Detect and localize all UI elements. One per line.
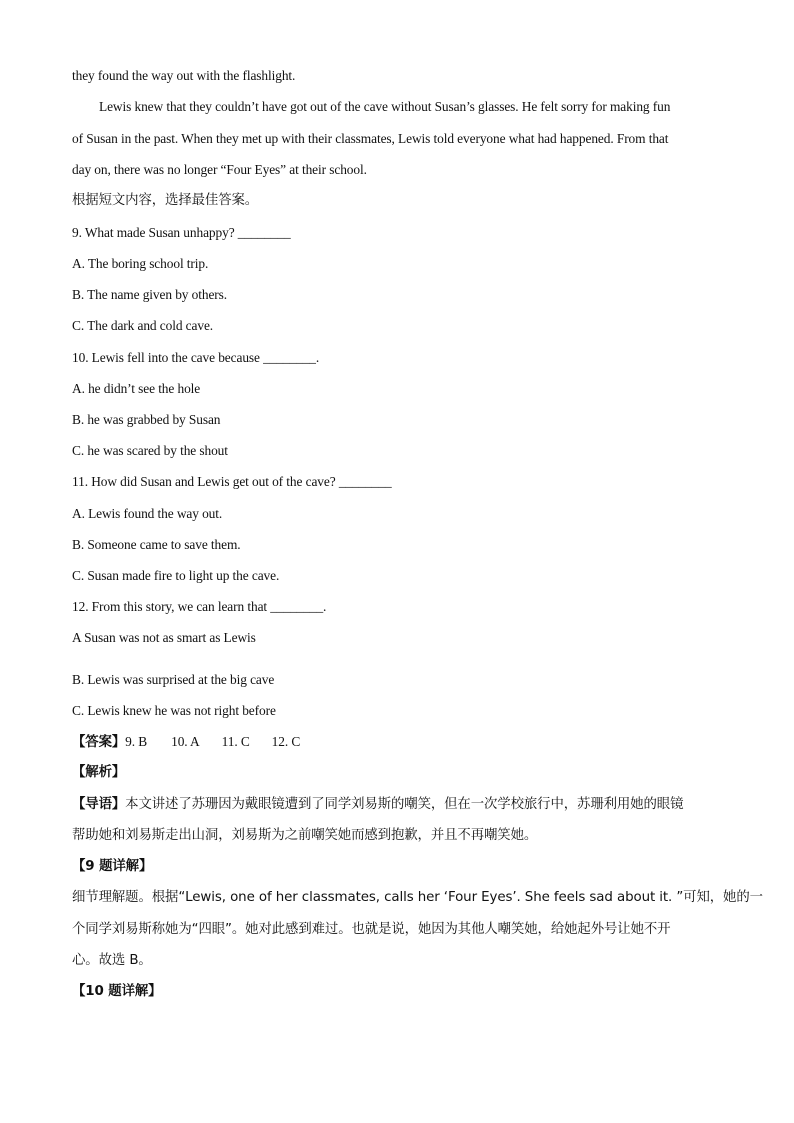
- detail-9-line: 细节理解题。根据“Lewis, one of her classmates, calls her ‘Four Eyes’. She feels sad about it. ”可知，她的一: [72, 890, 763, 905]
- question-option: B. Lewis was surprised at the big cave: [72, 672, 275, 687]
- guide-line: [72, 796, 722, 814]
- question-stem: 10. Lewis fell into the cave because ________.: [72, 350, 320, 365]
- answer-item: 9. B: [125, 734, 148, 749]
- guide-label: 【导语】: [72, 797, 126, 812]
- answer-item: 10. A: [171, 734, 200, 749]
- answer-label: 【答案】: [72, 735, 126, 750]
- passage-line: of Susan in the past. When they met up with their classmates, Lewis told everyone what had happened. From that: [72, 131, 669, 146]
- detail-9-line: 心。故选 B。: [72, 953, 152, 968]
- guide-line: 帮助她和刘易斯走出山洞，刘易斯为之前嘲笑她而感到抱歉，并且不再嘲笑她。: [72, 828, 538, 843]
- question-option: C. Lewis knew he was not right before: [72, 703, 276, 718]
- passage-line: day on, there was no longer “Four Eyes” at their school.: [72, 162, 367, 177]
- question-stem: 9. What made Susan unhappy? ________: [72, 225, 291, 240]
- instruction: 根据短文内容，选择最佳答案。: [72, 193, 259, 208]
- question-option: A. he didn’t see the hole: [72, 381, 201, 396]
- question-option: C. he was scared by the shout: [72, 443, 228, 458]
- answer-item: 11. C: [221, 734, 250, 749]
- question-option: A. Lewis found the way out.: [72, 506, 223, 521]
- question-option: C. The dark and cold cave.: [72, 318, 214, 333]
- question-option: B. he was grabbed by Susan: [72, 412, 221, 427]
- question-stem: 11. How did Susan and Lewis get out of the cave? ________: [72, 474, 392, 489]
- passage-line: they found the way out with the flashlight.: [72, 68, 296, 83]
- answer-item: 12. C: [271, 734, 301, 749]
- detail-9-label: 【9 题详解】: [72, 859, 153, 874]
- question-option: B. The name given by others.: [72, 287, 228, 302]
- question-option: A. The boring school trip.: [72, 256, 209, 271]
- question-option: A Susan was not as smart as Lewis: [72, 630, 256, 645]
- question-option: B. Someone came to save them.: [72, 537, 241, 552]
- passage-line: Lewis knew that they couldn’t have got out of the cave without Susan’s glasses. He felt sorry for making fun: [99, 99, 671, 114]
- analysis-label: 【解析】: [72, 765, 126, 780]
- guide-text: 本文讲述了苏珊因为戴眼镜遭到了同学刘易斯的嘲笑，但在一次学校旅行中，苏珊利用她的眼镜: [125, 797, 684, 812]
- question-option: C. Susan made fire to light up the cave.: [72, 568, 280, 583]
- detail-9-line: 个同学刘易斯称她为“四眼”。她对此感到难过。也就是说，她因为其他人嘲笑她，给她起外号让她不开: [72, 922, 671, 937]
- detail-10-label: 【10 题详解】: [72, 984, 162, 999]
- question-stem: 12. From this story, we can learn that ________.: [72, 599, 327, 614]
- answer-line: [72, 733, 722, 752]
